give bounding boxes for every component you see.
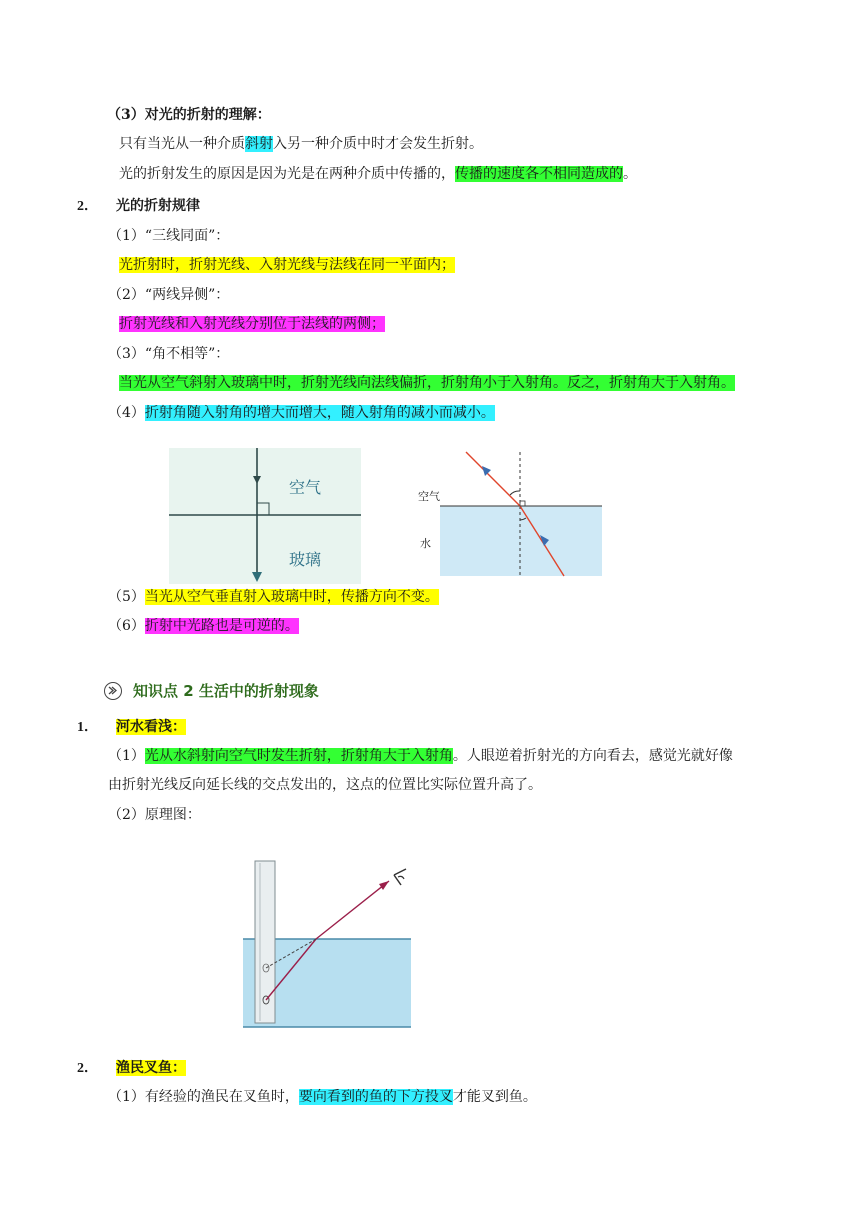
highlight-text: 斜射 xyxy=(245,136,273,152)
heading-text: 河水看浅： xyxy=(116,719,186,735)
water-region xyxy=(440,506,602,576)
highlight-text: 要向看到的鱼的下方投叉 xyxy=(298,1089,453,1105)
highlight-text: 当光从空气垂直射入玻璃中时，传播方向不变。 xyxy=(144,589,439,605)
heading-text: 光的折射规律 xyxy=(116,198,200,214)
list-number: 2． xyxy=(77,1061,98,1076)
highlight-text: 折射角随入射角的增大而增大，随入射角的减小而减小。 xyxy=(144,405,495,421)
rod xyxy=(255,861,275,1023)
text: 光的折射发生的原因是因为光是在两种介质中传播的， xyxy=(119,166,455,182)
right-angle-mark xyxy=(520,501,525,506)
text: 。人眼逆着折射光的方向看去，感觉光就好像 xyxy=(452,748,733,764)
list-number: （1） xyxy=(108,748,145,764)
text: 只有当光从一种介质 xyxy=(119,136,245,152)
shallow-item2: （2）原理图： xyxy=(108,807,201,823)
highlight-text: 折射光线和入射光线分别位于法线的两侧； xyxy=(119,316,385,332)
list-number: 1． xyxy=(77,720,98,735)
list-number: （4） xyxy=(108,405,145,421)
refracted-ray xyxy=(316,881,389,939)
highlight-text: 光从水斜射向空气时发生折射，折射角大于入射角 xyxy=(144,748,453,764)
law-item5 xyxy=(108,586,439,608)
law-item1-text xyxy=(119,254,455,276)
figure-background xyxy=(169,448,361,584)
paragraph-refraction-condition xyxy=(119,133,483,155)
text: 入另一种介质中时才会发生折射。 xyxy=(273,136,483,152)
shallow-item1-line2: 由折射光线反向延长线的交点发出的，这点的位置比实际位置升高了。 xyxy=(108,777,542,793)
highlight-text: 当光从空气斜射入玻璃中时，折射光线向法线偏折，折射角小于入射角。反之，折射角大于入射角。 xyxy=(119,375,735,391)
label-water: 水 xyxy=(420,537,431,550)
list-number: （5） xyxy=(108,589,145,605)
shallow-item1-line1 xyxy=(108,745,733,767)
text: 。 xyxy=(623,166,637,182)
paragraph-refraction-cause xyxy=(119,163,637,185)
list-number: 2． xyxy=(77,199,98,214)
law-item2-text xyxy=(119,313,385,335)
highlight-text: 光折射时，折射光线、入射光线与法线在同一平面内； xyxy=(119,257,455,273)
list-number: （6） xyxy=(108,618,145,634)
figure-air-glass xyxy=(169,448,361,584)
law-item3-text xyxy=(119,372,735,394)
law-item6 xyxy=(108,615,299,637)
label-glass: 玻璃 xyxy=(289,550,322,569)
arrowhead-icon xyxy=(482,466,491,476)
law-item4 xyxy=(108,402,495,424)
law-item3-heading: （3）“角不相等”： xyxy=(108,346,230,362)
figure-air-water xyxy=(412,448,604,580)
eye-icon xyxy=(394,869,406,885)
figure-shallow-water-principle xyxy=(236,855,416,1030)
section-heading-law xyxy=(77,195,200,218)
section-heading-shallow xyxy=(77,716,186,739)
highlight-text: 传播的速度各不相同造成的 xyxy=(455,166,623,182)
law-item1-heading: （1）“三线同面”： xyxy=(108,228,230,244)
angle-arc xyxy=(510,491,520,495)
fish-item1 xyxy=(108,1086,537,1108)
subsection-heading: （3）对光的折射的理解： xyxy=(107,107,271,123)
section-title: 知识点 2 生活中的折射现象 xyxy=(133,682,319,700)
heading-text: 渔民叉鱼： xyxy=(116,1060,186,1076)
section-heading-fish xyxy=(77,1057,186,1080)
incident-ray xyxy=(466,452,520,506)
text: （1）有经验的渔民在叉鱼时， xyxy=(108,1089,299,1105)
law-item2-heading: （2）“两线异侧”： xyxy=(108,287,230,303)
highlight-text: 折射中光路也是可逆的。 xyxy=(144,618,299,634)
label-air: 空气 xyxy=(418,490,440,503)
label-air: 空气 xyxy=(289,478,322,497)
text: 才能叉到鱼。 xyxy=(452,1089,537,1105)
double-chevron-right-icon xyxy=(104,682,122,700)
arrowhead-icon xyxy=(379,881,389,890)
